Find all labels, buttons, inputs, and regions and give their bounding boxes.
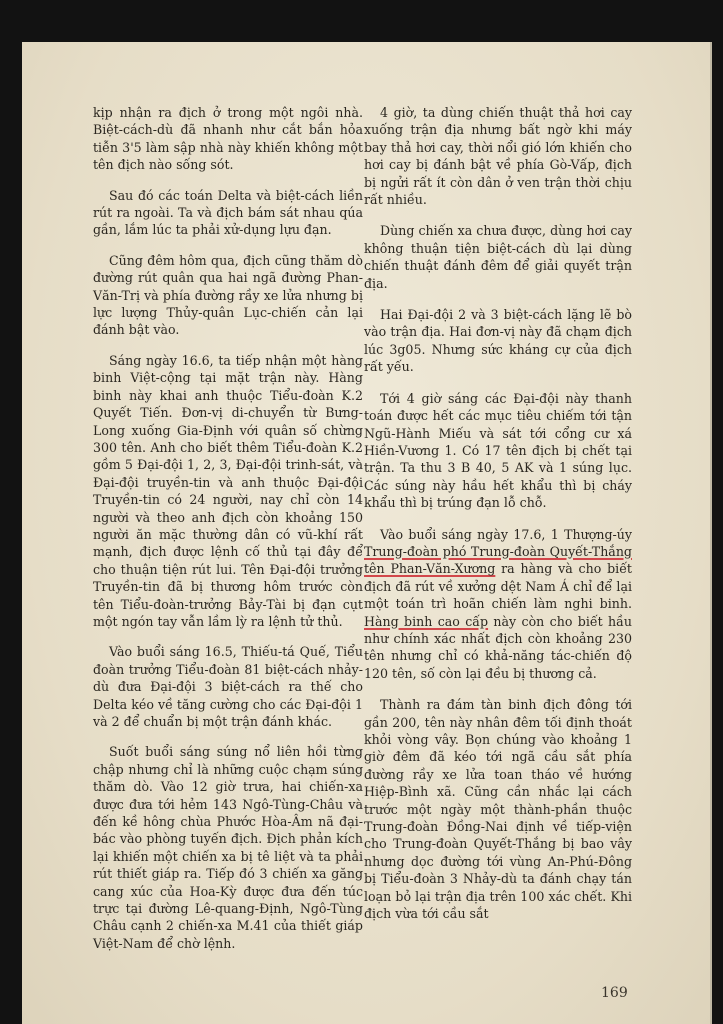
underlined-text: Hàng binh cao cấp — [364, 613, 489, 629]
paragraph: 4 giờ, ta dùng chiến thuật thả hơi cay xuống trận địa nhưng bất ngờ khi máy bay thả hơi cay, thời nổi gió lớn khiến cho hơi cay bị đánh bật về phía Gò-Vấp, địch bị ngửi rất ít còn dân ở ven trận thời chịu rất nhiều. — [364, 105, 632, 208]
paragraph: Suốt buổi sáng súng nổ liên hồi từng chập nhưng chỉ là những cuộc chạm súng thăm dò. Vào 12 giờ trưa, hai chiến-xa được đưa tới hẻm 143 Ngô-Tùng-Châu và đến kề hông chùa Phước Hòa-Âm nã đại-bác vào phòng tuyến địch. Địch phản kích lại khiến một chiến xa bị tê liệt và ta phải rút thiết giáp ra. Tiếp đó 3 chiến xa găng cang xúc của Hoa-Kỳ được đưa đến túc trực tại đường Lê-quang-Định, Ngô-Tùng Châu cạnh 2 chiến-xa M.41 của thiết giáp Việt-Nam để chờ lệnh. — [93, 744, 363, 951]
paragraph: kịp nhận ra địch ở trong một ngôi nhà. Biệt-cách-dù đã nhanh như cắt bắn hỏa tiễn 3'5 làm sập nhà này khiến không một tên địch nào sống sót. — [93, 105, 363, 173]
book-page — [22, 42, 712, 1024]
underlined-text: Trung-đoàn phó Trung-đoàn Quyết-Thắng tên Phan-Văn-Xương — [364, 543, 632, 577]
text-run: ra hàng và cho biết địch đã rút về xưởng dệt Nam Á chỉ để lại một toán trì hoãn chiến làm nghi binh. — [364, 561, 632, 612]
text-run: này còn cho biết hầu như chính xác nhất địch còn khoảng 230 tên nhưng chỉ có khả-năng tác-chiến độ 120 tên, số còn lại đều bị thương cả. — [364, 613, 632, 681]
paragraph: Cũng đêm hôm qua, địch cũng thăm dò đường rút quân qua hai ngã đường Phan-Văn-Trị và phía đường rầy xe lửa nhưng bị lực lượng Thủy-quân Lục-chiến cản lại đánh bật vào. — [93, 252, 363, 338]
paragraph: Dùng chiến xa chưa được, dùng hơi cay không thuận tiện biệt-cách dù lại dùng chiến thuật đánh đêm để giải quyết trận địa. — [364, 223, 632, 291]
text-run: Vào buổi sáng ngày 17.6, 1 Thượng-úy — [380, 526, 632, 542]
right-column — [364, 104, 632, 936]
paragraph: Thành ra đám tàn binh địch đông tới gần 200, tên này nhân đêm tối định thoát khỏi vòng vây. Bọn chúng vào khoảng 1 giờ đêm đã kéo tới ngã cầu sắt phía đường rầy xe lửa toan tháo về hướng Hiệp-Bình xã. Cũng cần nhắc lại cách trước một ngày một thành-phần thuộc Trung-đoàn Đồng-Nai định về tiếp-viện cho Trung-đoàn Quyết-Thắng bị bao vây nhưng dọc đường tới vùng An-Phú-Đông bị Tiểu-đoàn 3 Nhảy-dù ta đánh chạy tán loạn bỏ lại trận địa trên 100 xác chết. Khi địch vừa tới cầu sắt — [364, 697, 632, 922]
paragraph-defector-report — [364, 526, 632, 683]
paragraph: Vào buổi sáng 16.5, Thiếu-tá Quế, Tiểu đoàn trưởng Tiểu-đoàn 81 biệt-cách nhảy-dù đưa Đại-đội 3 biệt-cách ra thế cho Delta kéo về tăng cường cho các Đại-đội 1 và 2 để chuẩn bị một trận đánh khác. — [93, 644, 363, 729]
page-number: 169 — [601, 985, 628, 1001]
paragraph: Sáng ngày 16.6, ta tiếp nhận một hàng binh Việt-cộng tại mặt trận này. Hàng binh này khai anh thuộc Tiểu-đoàn K.2 Quyết Tiến. Đơn-vị di-chuyển từ Bưng-Long xuống Gia-Định với quân số chừng 300 tên. Anh cho biết thêm Tiểu-đoàn K.2 gồm 5 Đại-đội 1, 2, 3, Đại-đội trinh-sát, và Đại-đội truyền-tin và anh thuộc Đại-đội Truyền-tin có 24 người, nay chỉ còn 14 người và theo anh địch còn khoảng 150 người ăn mặc thường dân có vũ-khí rất mạnh, địch được lệnh cố thủ tại đây để cho thuận tiện rút lui. Tên Đại-đội trưởng Truyền-tin đã bị thương hôm trước còn tên Tiểu-đoàn-trưởng Bảy-Tài bị đạn cụt một ngón tay vẫn lầm lỳ ra lệnh tử thủ. — [93, 352, 363, 629]
paragraph: Hai Đại-đội 2 và 3 biệt-cách lặng lẽ bò vào trận địa. Hai đơn-vị này đã chạm địch lúc 3g05. Nhưng sức kháng cự của địch rất yếu. — [364, 307, 632, 375]
paragraph: Sau đó các toán Delta và biệt-cách liền rút ra ngoài. Ta và địch bám sát nhau qúa gần, lắm lúc ta phải xử-dụng lựu đạn. — [93, 187, 363, 238]
left-column — [93, 104, 363, 965]
paragraph: Tới 4 giờ sáng các Đại-đội này thanh toán được hết các mục tiêu chiếm tới tận Ngũ-Hành Miếu và sát tới cổng cư xá Hiền-Vương 1. Có 17 tên địch bị chết tại trận. Ta thu 3 B 40, 5 AK và 1 súng lục. Các súng này hầu hết khẩu thì bị cháy khẩu thì bị trúng đạn lỗ chỗ. — [364, 390, 632, 511]
